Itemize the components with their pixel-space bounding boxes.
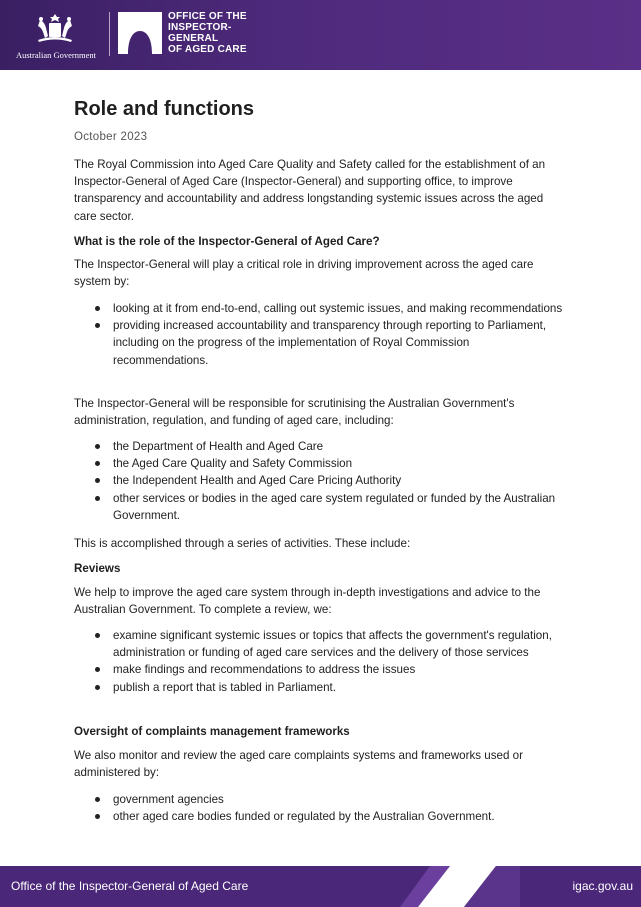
igac-logo-line: OF AGED CARE bbox=[168, 44, 247, 55]
header-divider bbox=[109, 12, 110, 56]
list-item: the Independent Health and Aged Care Pricing Authority bbox=[74, 472, 566, 489]
reviews-paragraph: We help to improve the aged care system through in-depth investigations and advice to the Australian Government. To complete a review, we: bbox=[74, 586, 541, 617]
scrutiny-bullet-list bbox=[74, 438, 566, 524]
role-bullet-list bbox=[74, 300, 566, 369]
igac-logo-line: INSPECTOR- bbox=[168, 22, 232, 33]
section-heading-reviews: Reviews bbox=[74, 562, 121, 575]
scrutiny-paragraph: The Inspector-General will be responsible for scrutinising the Australian Government's administration, regulation, and funding of aged care, including: bbox=[74, 397, 515, 428]
page-header bbox=[0, 0, 641, 70]
document-body bbox=[74, 96, 566, 824]
oversight-paragraph: We also monitor and review the aged care complaints systems and frameworks used or administered by: bbox=[74, 749, 523, 780]
gov-logo-text: Australian Government bbox=[15, 50, 97, 60]
activities-paragraph: This is accomplished through a series of activities. These include: bbox=[74, 537, 411, 550]
igac-logo-line: GENERAL bbox=[168, 33, 219, 44]
footer-office-name: Office of the Inspector-General of Aged Care bbox=[11, 879, 249, 893]
igac-logo-line: OFFICE OF THE bbox=[168, 11, 247, 22]
list-item: the Aged Care Quality and Safety Commission bbox=[74, 455, 566, 472]
list-item: looking at it from end-to-end, calling out systemic issues, and making recommendations bbox=[74, 300, 566, 317]
oversight-bullet-list bbox=[74, 791, 566, 825]
intro-paragraph: The Royal Commission into Aged Care Quality and Safety called for the establishment of an Inspector-General of Aged Care (Inspector-General) and supporting office, to improve transparency and accountability and address longstanding systemic issues across the aged care sector. bbox=[74, 158, 546, 223]
list-item: providing increased accountability and transparency through reporting to Parliament, including on the progress of the implementation of Royal Commission recommendations. bbox=[74, 317, 566, 369]
section-heading-role: What is the role of the Inspector-General of Aged Care? bbox=[74, 235, 380, 248]
list-item: examine significant systemic issues or topics that affects the government's regulation, administration or funding of aged care services and the delivery of those services bbox=[74, 627, 566, 661]
reviews-bullet-list bbox=[74, 627, 566, 696]
section-heading-oversight: Oversight of complaints management frameworks bbox=[74, 725, 350, 738]
list-item: the Department of Health and Aged Care bbox=[74, 438, 566, 455]
list-item: government agencies bbox=[74, 791, 566, 808]
page-footer bbox=[0, 866, 641, 907]
document-date: October 2023 bbox=[74, 131, 148, 143]
list-item: other services or bodies in the aged care system regulated or funded by the Australian Government. bbox=[74, 490, 566, 524]
list-item: other aged care bodies funded or regulated by the Australian Government. bbox=[74, 808, 566, 825]
australian-government-logo bbox=[10, 8, 102, 64]
igac-logo-title bbox=[168, 11, 278, 55]
page-title: Role and functions bbox=[74, 98, 254, 120]
list-item: publish a report that is tabled in Parliament. bbox=[74, 679, 566, 696]
list-item: make findings and recommendations to address the issues bbox=[74, 661, 566, 678]
footer-website-link[interactable]: igac.gov.au bbox=[572, 879, 633, 893]
footer-diagonal-stripe bbox=[400, 866, 520, 907]
coat-of-arms-icon bbox=[32, 10, 78, 48]
igac-arch-icon bbox=[118, 12, 162, 54]
role-paragraph: The Inspector-General will play a critical role in driving improvement across the aged care system by: bbox=[74, 258, 534, 289]
